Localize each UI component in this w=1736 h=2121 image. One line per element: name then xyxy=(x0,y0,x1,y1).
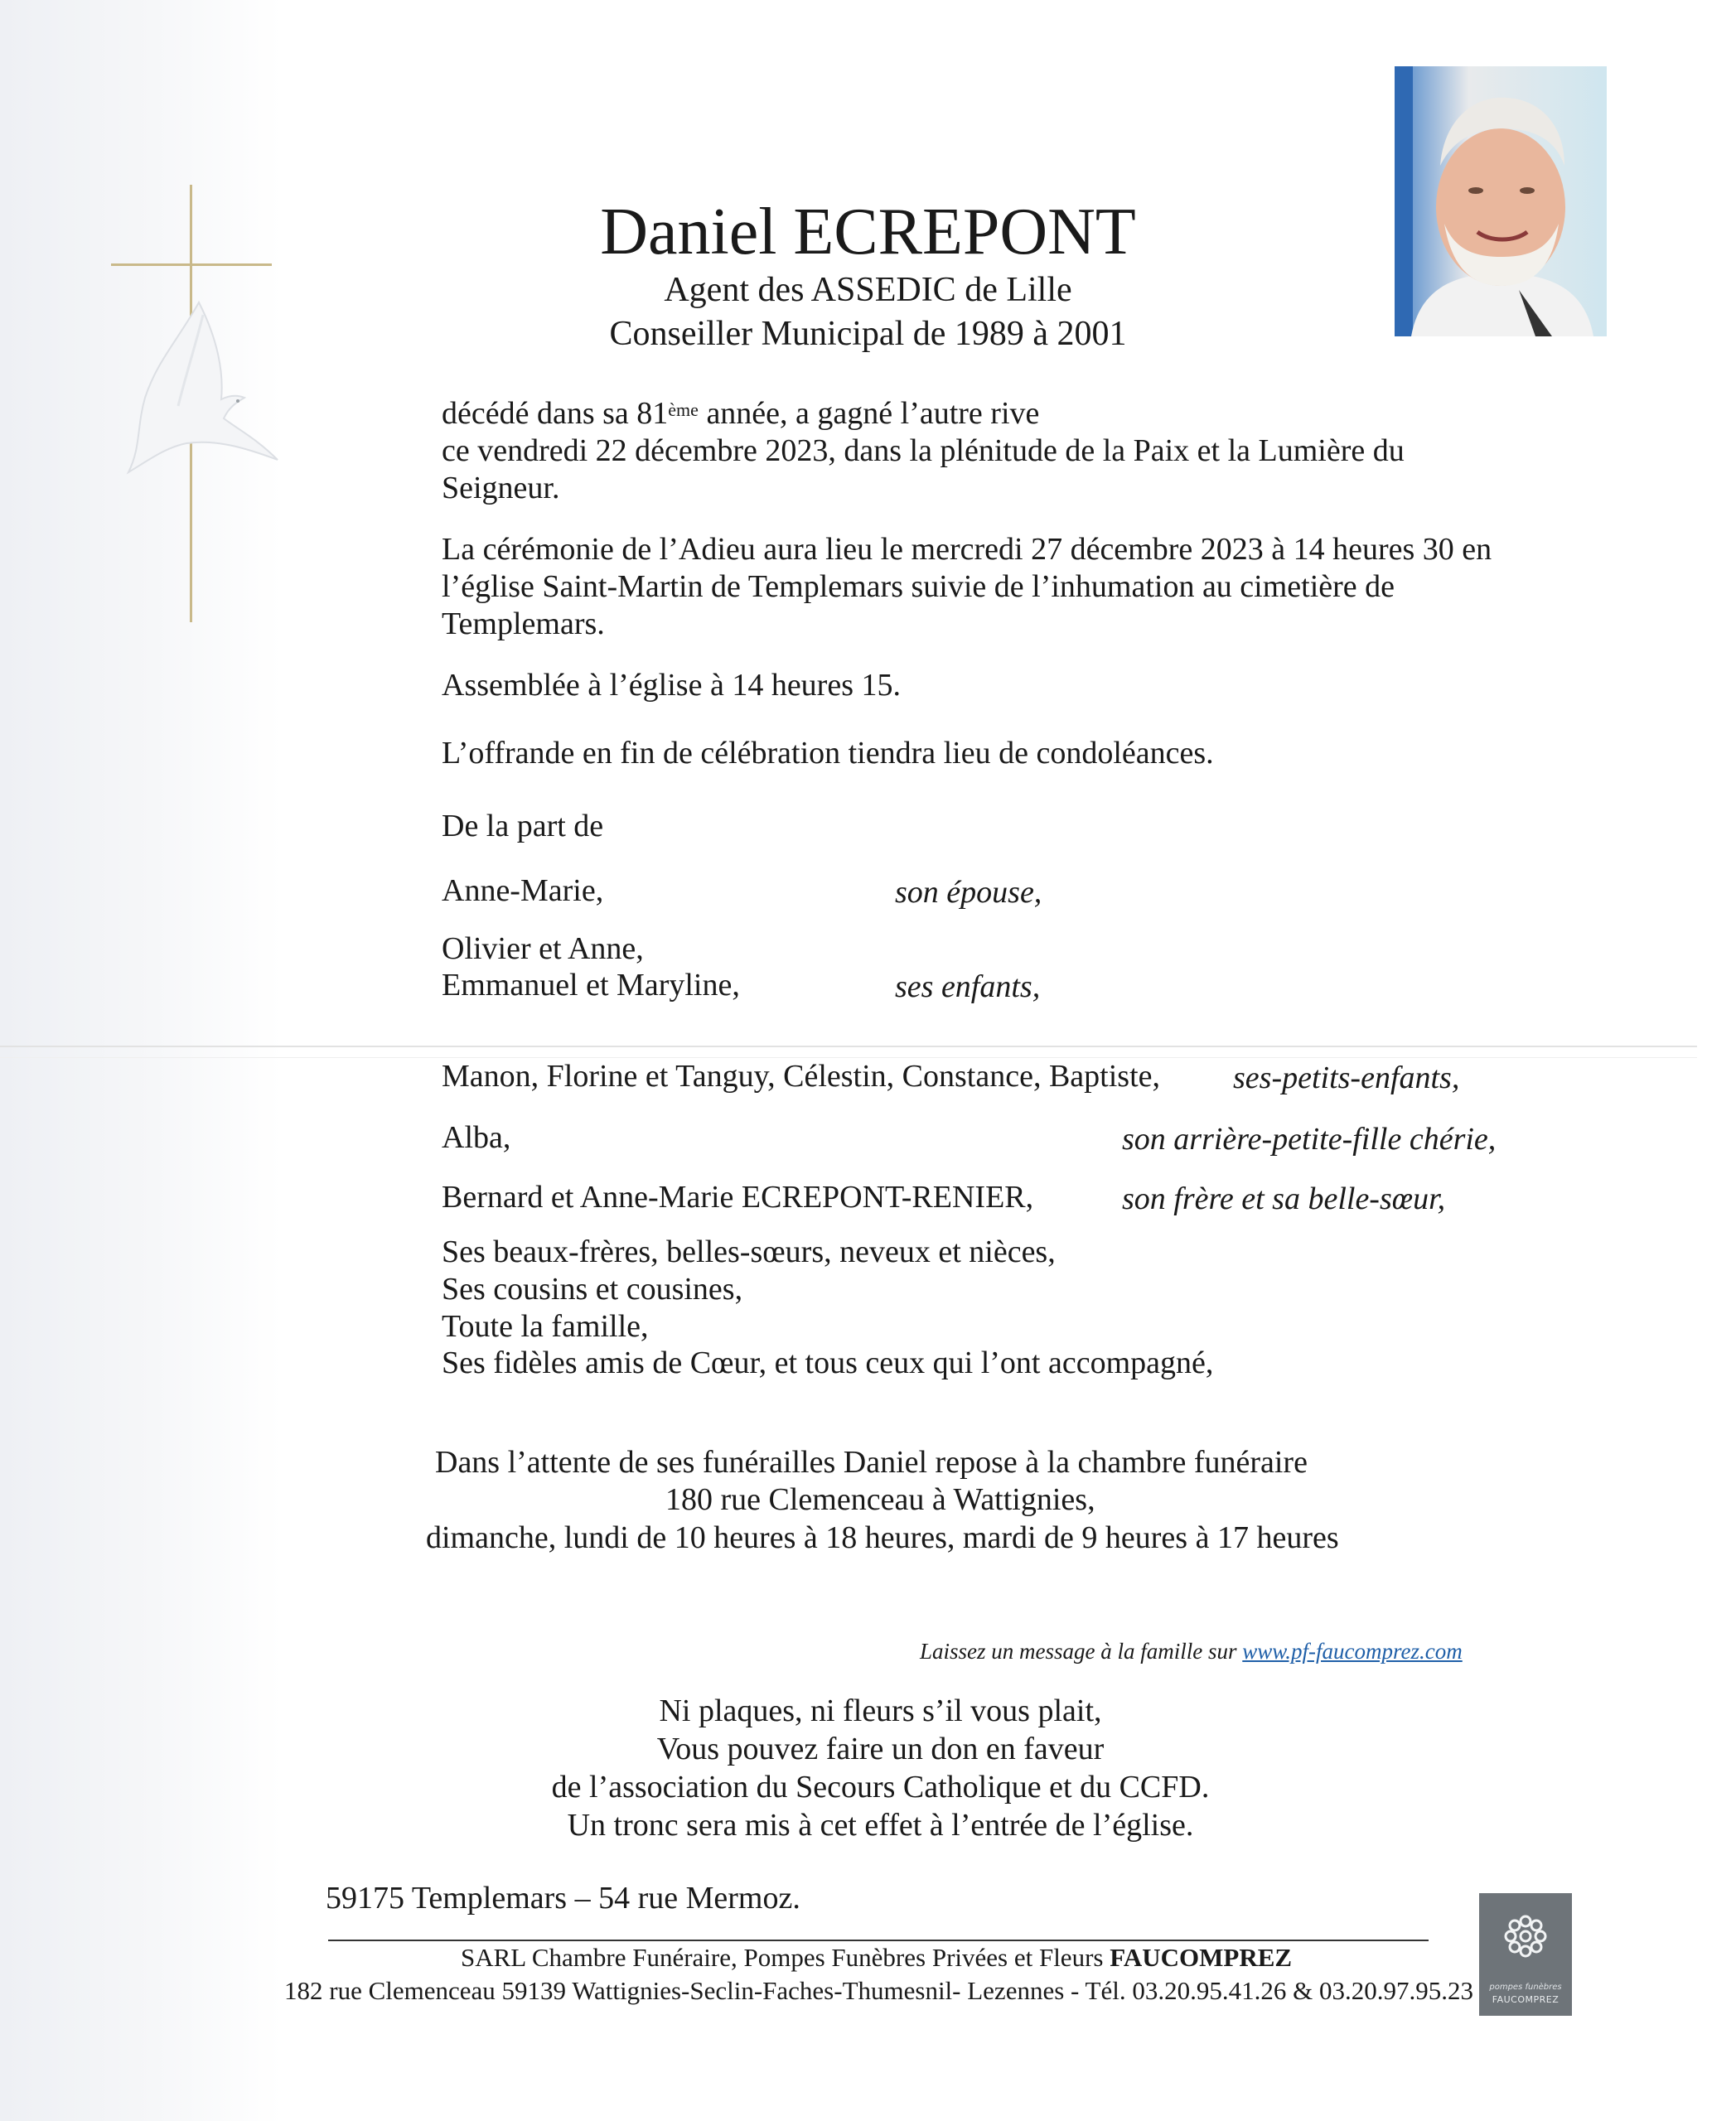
spouse-relation: son épouse, xyxy=(895,875,1042,910)
children-line-2: Emmanuel et Maryline, xyxy=(442,968,740,1003)
children-relation: ses enfants, xyxy=(895,969,1041,1004)
other-family-line: Ses cousins et cousines, xyxy=(442,1272,743,1307)
intro-line-2: ce vendredi 22 décembre 2023, dans la plénitude de la Paix et la Lumière du xyxy=(442,433,1405,468)
offering-text: L’offrande en fin de célébration tiendra lieu de condoléances. xyxy=(442,736,1214,771)
spouse-name: Anne-Marie, xyxy=(442,873,604,908)
footer-company xyxy=(461,1942,1292,1974)
logo-text-line-2: FAUCOMPREZ xyxy=(1492,1994,1559,2005)
rest-line-2: 180 rue Clemenceau à Wattignies, xyxy=(665,1482,1095,1517)
footer-company-name: FAUCOMPREZ xyxy=(1110,1943,1293,1972)
intro-line-1-rest: année, a gagné l’autre rive xyxy=(698,396,1040,431)
deceased-title-2: Conseiller Municipal de 1989 à 2001 xyxy=(609,315,1127,353)
footer-divider xyxy=(328,1940,1429,1941)
website-link[interactable]: www.pf-faucomprez.com xyxy=(1242,1639,1463,1664)
ceremony-line-2: l’église Saint-Martin de Templemars suivie de l’inhumation au cimetière de xyxy=(442,569,1395,604)
grandchildren-names: Manon, Florine et Tanguy, Célestin, Constance, Baptiste, xyxy=(442,1059,1160,1094)
grandchildren-relation: ses-petits-enfants, xyxy=(1233,1060,1460,1095)
other-family-line: Ses fidèles amis de Cœur, et tous ceux qui l’ont accompagné, xyxy=(442,1346,1214,1380)
deceased-name: Daniel ECREPONT xyxy=(600,196,1136,268)
footer-address: 182 rue Clemenceau 59139 Wattignies-Seclin-Faches-Thumesnil- Lezennes - Tél. 03.20.95.41.26 & 03.20.97.95.23 xyxy=(284,1976,1473,2005)
donation-line-4-text: Un tronc sera mis à cet effet à l’entrée de l’église. xyxy=(567,1808,1194,1843)
donation-line-2-text: Vous pouvez faire un don en faveur xyxy=(656,1732,1105,1766)
donation-line-3-text: de l’association du Secours Catholique et du CCFD. xyxy=(551,1770,1210,1805)
siblings-relation: son frère et sa belle-sœur, xyxy=(1122,1181,1446,1216)
ceremony-line-1: La cérémonie de l’Adieu aura lieu le mercredi 27 décembre 2023 à 14 heures 30 en xyxy=(442,532,1492,567)
other-family-line: Toute la famille, xyxy=(442,1309,649,1344)
donation-line-4 xyxy=(0,1806,1736,1844)
donation-line-1 xyxy=(0,1692,1736,1730)
intro-age-text: décédé dans sa 81 xyxy=(442,396,669,431)
rest-line-3: dimanche, lundi de 10 heures à 18 heures, mardi de 9 heures à 17 heures xyxy=(426,1520,1339,1555)
other-family-line: Ses beaux-frères, belles-sœurs, neveux et nièces, xyxy=(442,1234,1056,1269)
rest-line-1: Dans l’attente de ses funérailles Daniel repose à la chambre funéraire xyxy=(435,1445,1308,1480)
deceased-title-1: Agent des ASSEDIC de Lille xyxy=(664,271,1072,309)
intro-line-1 xyxy=(442,394,1039,432)
donation-line-1-text: Ni plaques, ni fleurs s’il vous plait, xyxy=(659,1693,1102,1728)
logo-text-line-1: pompes funèbres xyxy=(1489,1983,1562,1992)
family-address: 59175 Templemars – 54 rue Mermoz. xyxy=(326,1881,800,1916)
donation-line-2 xyxy=(0,1730,1736,1768)
ceremony-line-3: Templemars. xyxy=(442,606,605,641)
fold-line xyxy=(0,1046,1697,1047)
website-text: Laissez un message à la famille sur xyxy=(920,1639,1243,1664)
children-line-1: Olivier et Anne, xyxy=(442,931,644,966)
intro-line-3: Seigneur. xyxy=(442,471,560,505)
website-message xyxy=(920,1637,1463,1665)
assembly-text: Assemblée à l’église à 14 heures 15. xyxy=(442,668,901,703)
footer-company-text: SARL Chambre Funéraire, Pompes Funèbres Privées et Fleurs xyxy=(461,1943,1110,1972)
funeral-home-logo xyxy=(1479,1893,1572,2016)
intro-age-suffix: ème xyxy=(668,399,699,420)
flower-logo-icon xyxy=(1501,1911,1550,1961)
great-grandchild-name: Alba, xyxy=(442,1120,511,1155)
donation-line-3 xyxy=(0,1768,1736,1806)
from-label: De la part de xyxy=(442,809,604,843)
siblings-names: Bernard et Anne-Marie ECREPONT-RENIER, xyxy=(442,1180,1034,1215)
great-grandchild-relation: son arrière-petite-fille chérie, xyxy=(1122,1122,1497,1157)
